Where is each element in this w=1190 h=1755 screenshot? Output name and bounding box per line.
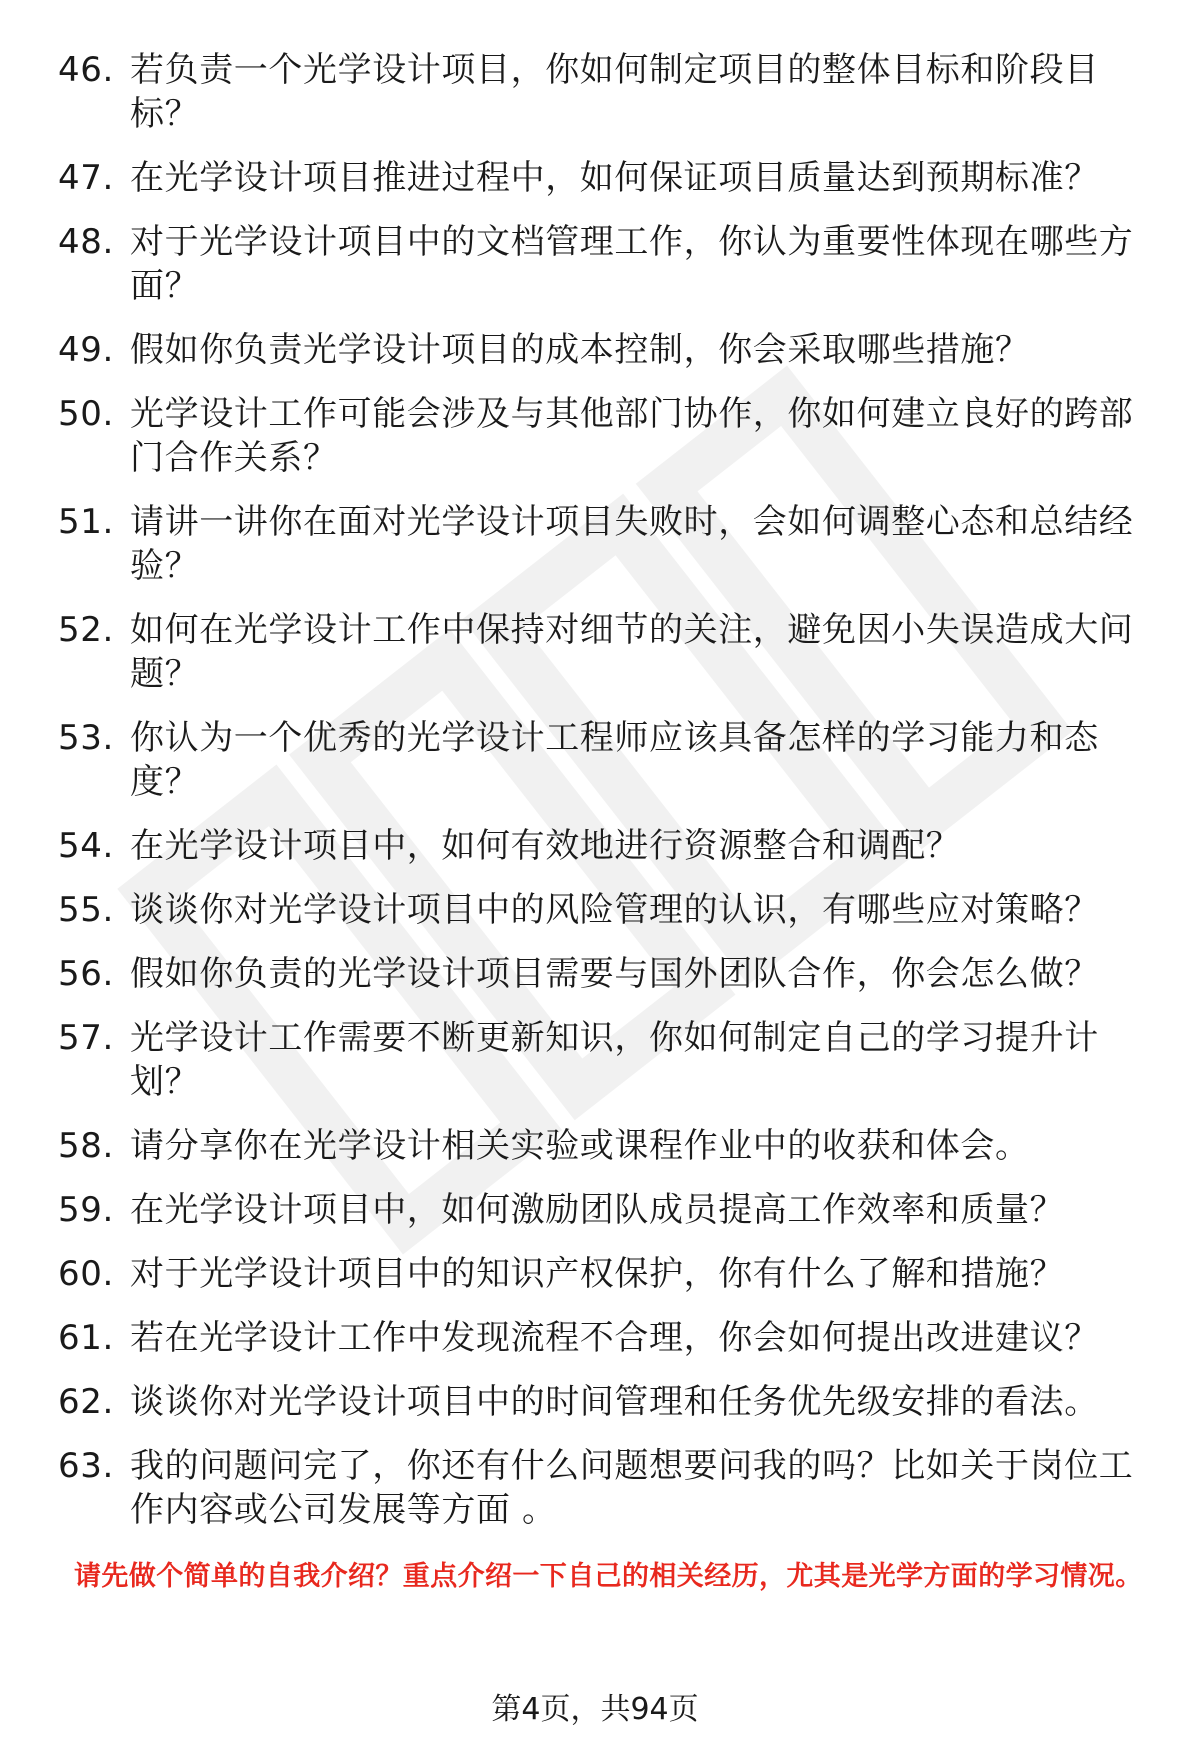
highlight-note: 请先做个简单的自我介绍？重点介绍一下自己的相关经历，尤其是光学方面的学习情况。 (74, 1561, 1143, 1592)
question-text: 请分享你在光学设计相关实验或课程作业中的收获和体会。 (130, 1126, 1030, 1166)
question-text: 请讲一讲你在面对光学设计项目失败时，会如何调整心态和总结经验？ (130, 502, 1134, 586)
question-text: 谈谈你对光学设计项目中的时间管理和任务优先级安排的看法。 (130, 1382, 1099, 1422)
list-item (58, 1252, 1158, 1296)
question-text: 对于光学设计项目中的知识产权保护，你有什么了解和措施？ (130, 1254, 1065, 1294)
question-text: 在光学设计项目推进过程中，如何保证项目质量达到预期标准？ (130, 158, 1099, 198)
question-number: 46. (58, 50, 114, 90)
question-number: 56. (58, 954, 114, 994)
question-number: 57. (58, 1018, 114, 1058)
question-number: 53. (58, 718, 114, 758)
list-item (58, 500, 1158, 588)
question-number: 62. (58, 1382, 114, 1422)
question-number: 51. (58, 502, 114, 542)
list-item (58, 1188, 1158, 1232)
question-number: 50. (58, 394, 114, 434)
question-number: 49. (58, 330, 114, 370)
question-number: 47. (58, 158, 114, 198)
list-item (58, 1016, 1158, 1104)
question-number: 61. (58, 1318, 114, 1358)
list-item (58, 716, 1158, 804)
list-item (58, 888, 1158, 932)
list-item (58, 328, 1158, 372)
question-text: 假如你负责光学设计项目的成本控制，你会采取哪些措施？ (130, 330, 1030, 370)
question-number: 58. (58, 1126, 114, 1166)
question-number: 48. (58, 222, 114, 262)
question-text: 你认为一个优秀的光学设计工程师应该具备怎样的学习能力和态度？ (130, 718, 1099, 802)
list-item (58, 156, 1158, 200)
question-number: 60. (58, 1254, 114, 1294)
question-number: 52. (58, 610, 114, 650)
list-item (58, 392, 1158, 480)
question-list (58, 48, 1158, 1552)
question-text: 对于光学设计项目中的文档管理工作，你认为重要性体现在哪些方面？ (130, 222, 1134, 306)
question-text: 若负责一个光学设计项目，你如何制定项目的整体目标和阶段目标？ (130, 50, 1099, 134)
question-number: 55. (58, 890, 114, 930)
question-text: 谈谈你对光学设计项目中的风险管理的认识，有哪些应对策略？ (130, 890, 1099, 930)
list-item (58, 1316, 1158, 1360)
list-item (58, 952, 1158, 996)
list-item (58, 48, 1158, 136)
question-text: 光学设计工作可能会涉及与其他部门协作，你如何建立良好的跨部门合作关系？ (130, 394, 1134, 478)
list-item (58, 608, 1158, 696)
question-text: 光学设计工作需要不断更新知识，你如何制定自己的学习提升计划？ (130, 1018, 1099, 1102)
list-item (58, 220, 1158, 308)
question-number: 63. (58, 1446, 114, 1486)
list-item (58, 1124, 1158, 1168)
question-text: 在光学设计项目中，如何激励团队成员提高工作效率和质量？ (130, 1190, 1065, 1230)
question-text: 假如你负责的光学设计项目需要与国外团队合作，你会怎么做？ (130, 954, 1099, 994)
question-number: 59. (58, 1190, 114, 1230)
question-text: 在光学设计项目中，如何有效地进行资源整合和调配？ (130, 826, 961, 866)
question-number: 54. (58, 826, 114, 866)
question-text: 我的问题问完了，你还有什么问题想要问我的吗？比如关于岗位工作内容或公司发展等方面 。 (130, 1446, 1134, 1530)
question-text: 若在光学设计工作中发现流程不合理，你会如何提出改进建议？ (130, 1318, 1099, 1358)
page-number-footer: 第4页，共94页 (491, 1692, 699, 1727)
list-item (58, 824, 1158, 868)
list-item (58, 1380, 1158, 1424)
list-item (58, 1444, 1158, 1532)
question-text: 如何在光学设计工作中保持对细节的关注，避免因小失误造成大问题？ (130, 610, 1134, 694)
